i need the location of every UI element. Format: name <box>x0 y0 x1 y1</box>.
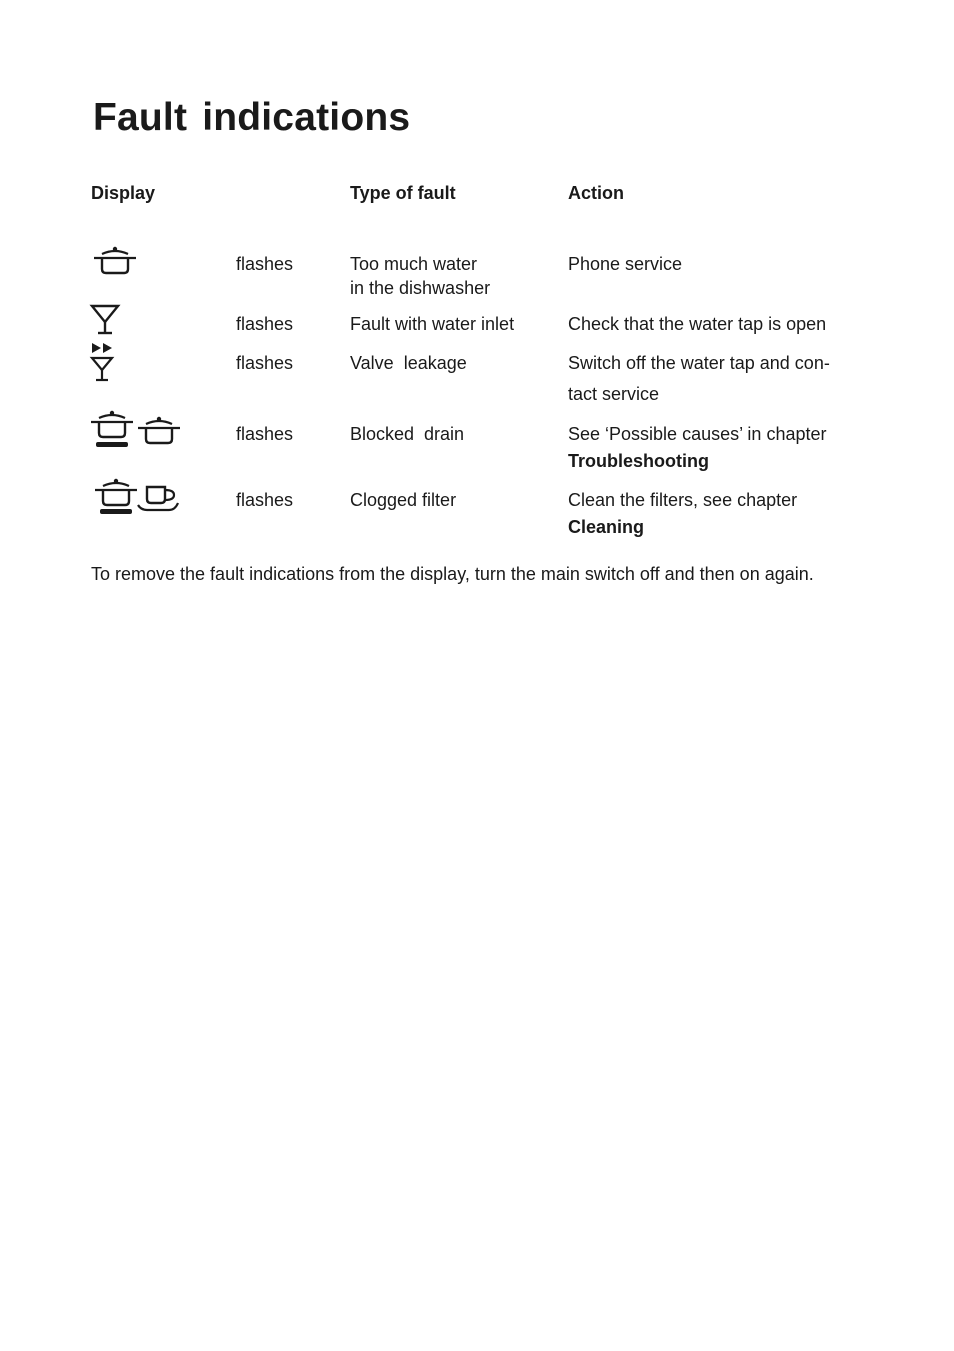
pot-icon <box>93 246 137 276</box>
fault-text: Too much water <box>350 254 478 274</box>
status-text: flashes <box>236 490 294 510</box>
chapter-reference: Troubleshooting <box>568 451 709 471</box>
pot-icon <box>138 416 180 446</box>
fault-text: Fault with water inlet <box>350 314 515 334</box>
action-text: Clean the filters, see chapter <box>568 490 798 510</box>
action-text: Phone service <box>568 254 683 274</box>
action-text: Check that the water tap is open <box>568 314 827 334</box>
footer-note: To remove the fault indications from the display, turn the main switch off and then on again. <box>91 564 814 584</box>
header-display: Display <box>91 183 156 203</box>
status-text: flashes <box>236 314 294 334</box>
fault-text-line2: in the dishwasher <box>350 278 491 298</box>
fast-forward-glass-icon <box>90 341 118 383</box>
fault-text: Clogged filter <box>350 490 457 510</box>
action-text: See ‘Possible causes’ in chapter <box>568 424 827 444</box>
pot-with-base-icon <box>95 478 137 518</box>
header-type-of-fault: Type of fault <box>350 183 456 203</box>
status-text: flashes <box>236 424 294 444</box>
status-text: flashes <box>236 353 294 373</box>
cup-icon <box>137 485 179 513</box>
pot-with-base-icon <box>91 410 133 450</box>
fault-text: Valve leakage <box>350 353 467 373</box>
page-title: Fault indications <box>93 96 411 139</box>
action-text: Switch off the water tap and con- <box>568 353 830 373</box>
chapter-reference: Cleaning <box>568 517 645 537</box>
header-action: Action <box>568 183 624 203</box>
action-text-line2: tact service <box>568 384 660 404</box>
glass-icon <box>90 304 120 336</box>
fault-text: Blocked drain <box>350 424 465 444</box>
status-text: flashes <box>236 254 294 274</box>
